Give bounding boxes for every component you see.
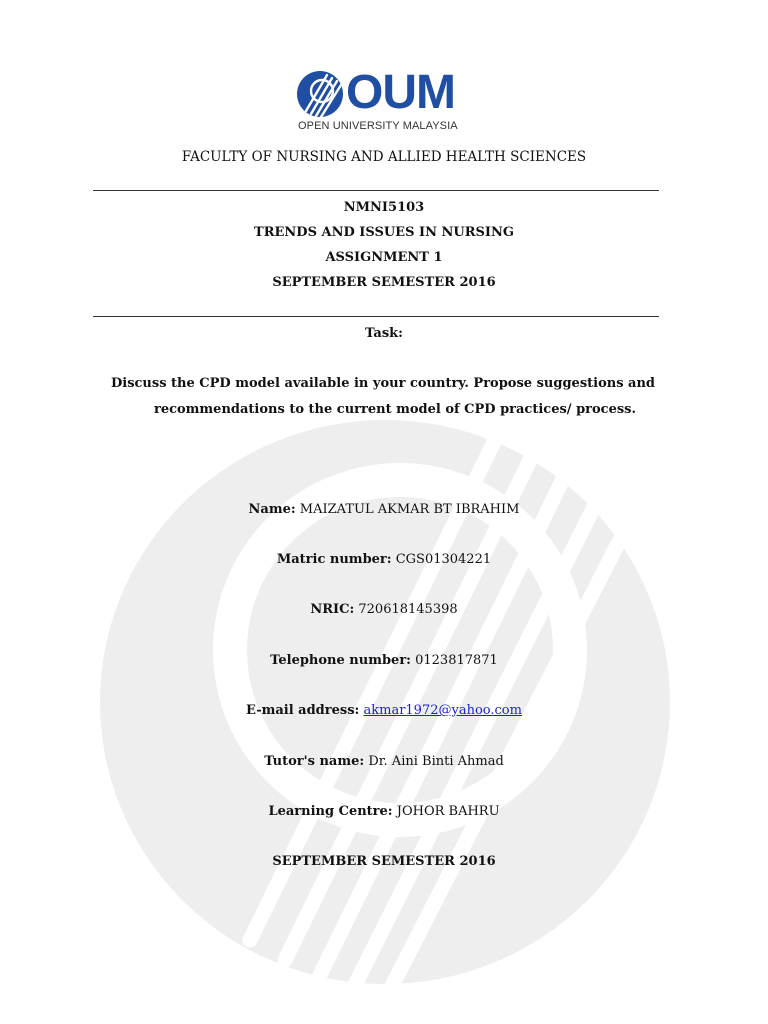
nric-label: NRIC: (310, 602, 355, 617)
learning-centre-label: Learning Centre: (268, 804, 393, 819)
faculty-heading: FACULTY OF NURSING AND ALLIED HEALTH SCIENCES (181, 149, 587, 165)
matric-row (0, 552, 768, 567)
task-label: Task: (365, 326, 403, 341)
tutor-label: Tutor's name: (264, 754, 365, 769)
name-value: MAIZATUL AKMAR BT IBRAHIM (299, 502, 520, 517)
course-code: NMNI5103 (343, 200, 425, 215)
learning-centre-row (0, 804, 768, 819)
oum-logo (297, 66, 477, 135)
bottom-divider (93, 316, 659, 317)
email-label: E-mail address: (246, 703, 360, 718)
footer-semester: SEPTEMBER SEMESTER 2016 (272, 854, 496, 869)
nric-row (0, 602, 768, 617)
course-title: TRENDS AND ISSUES IN NURSING (254, 225, 514, 240)
telephone-label: Telephone number: (270, 653, 411, 668)
logo-wordmark: OUM (346, 66, 455, 119)
course-semester: SEPTEMBER SEMESTER 2016 (272, 275, 496, 290)
top-divider (93, 190, 659, 191)
student-name-row (0, 502, 768, 517)
telephone-row (0, 653, 768, 668)
email-row (0, 703, 768, 718)
telephone-value: 0123817871 (415, 653, 498, 668)
learning-centre-value: JOHOR BAHRU (396, 804, 500, 819)
nric-value: 720618145398 (358, 602, 458, 617)
task-text-line-1: Discuss the CPD model available in your country. Propose suggestions and (110, 376, 656, 391)
matric-value: CGS01304221 (395, 552, 492, 567)
email-link[interactable]: akmar1972@yahoo.com (363, 703, 522, 718)
assignment-number: ASSIGNMENT 1 (325, 250, 443, 265)
tutor-row (0, 754, 768, 769)
oum-emblem-icon (297, 71, 343, 117)
name-label: Name: (248, 502, 296, 517)
task-text-line-2: recommendations to the current model of CPD practices/ process. (153, 402, 637, 417)
logo-subline: OPEN UNIVERSITY MALAYSIA (298, 120, 458, 132)
matric-label: Matric number: (276, 552, 392, 567)
tutor-value: Dr. Aini Binti Ahmad (368, 754, 504, 769)
